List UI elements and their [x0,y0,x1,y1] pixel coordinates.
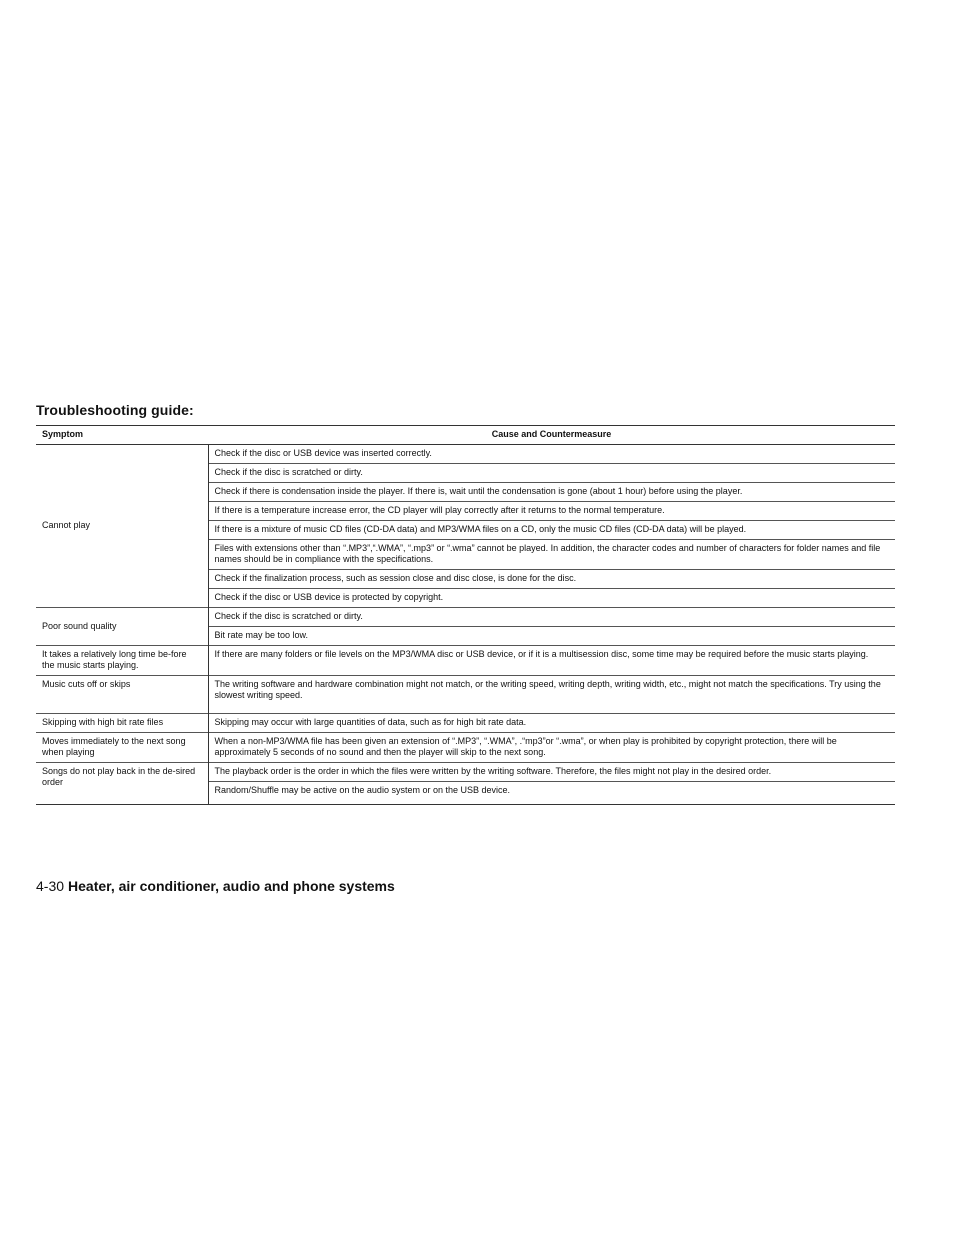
cause-cell: The writing software and hardware combination might not match, or the writing speed, writing depth, writing width, etc., might not match the specifications. Try using the slowest writing speed. [208,676,895,714]
cause-cell: Bit rate may be too low. [208,627,895,646]
cause-cell: Check if the disc is scratched or dirty. [208,464,895,483]
table-row [36,763,895,782]
table-row [36,676,895,714]
table-row [36,445,895,464]
symptom-cell: Skipping with high bit rate files [36,714,208,733]
cause-cell: The playback order is the order in which the files were written by the writing software. Therefore, the files might not play in the desired order. [208,763,895,782]
cause-cell: If there is a mixture of music CD files (CD-DA data) and MP3/WMA files on a CD, only the music CD files (CD-DA data) will be played. [208,521,895,540]
cause-cell: If there are many folders or file levels on the MP3/WMA disc or USB device, or if it is a multisession disc, some time may be required before the music starts playing. [208,646,895,676]
table-header-row [36,426,895,445]
page-footer [36,878,395,894]
cause-cell: Files with extensions other than “.MP3”,“.WMA”, “.mp3” or “.wma” cannot be played. In addition, the character codes and number of characters for folder names and file names should be in compliance with the specifications. [208,540,895,570]
troubleshooting-table [36,425,895,805]
cause-cell: If there is a temperature increase error, the CD player will play correctly after it returns to the normal temperature. [208,502,895,521]
symptom-cell: Songs do not play back in the de-sired order [36,763,208,805]
header-cause: Cause and Countermeasure [208,426,895,445]
cause-cell: When a non-MP3/WMA file has been given an extension of “.MP3”, “.WMA”, .“mp3”or “.wma”, or when play is prohibited by copyright protection, there will be approximately 5 seconds of no sound and then the player will skip to the next song. [208,733,895,763]
symptom-cell: Cannot play [36,445,208,608]
table-row [36,733,895,763]
symptom-cell: Poor sound quality [36,608,208,646]
table-row [36,646,895,676]
cause-cell: Check if the finalization process, such as session close and disc close, is done for the disc. [208,570,895,589]
chapter-title: Heater, air conditioner, audio and phone systems [68,878,395,894]
symptom-cell: Moves immediately to the next song when playing [36,733,208,763]
header-symptom: Symptom [36,426,208,445]
table-row [36,608,895,627]
cause-cell: Random/Shuffle may be active on the audio system or on the USB device. [208,782,895,805]
table-row [36,714,895,733]
symptom-cell: It takes a relatively long time be-fore the music starts playing. [36,646,208,676]
section-title: Troubleshooting guide: [36,402,194,418]
cause-cell: Check if the disc or USB device was inserted correctly. [208,445,895,464]
cause-cell: Skipping may occur with large quantities of data, such as for high bit rate data. [208,714,895,733]
cause-cell: Check if the disc or USB device is protected by copyright. [208,589,895,608]
cause-cell: Check if there is condensation inside the player. If there is, wait until the condensation is gone (about 1 hour) before using the player. [208,483,895,502]
cause-cell: Check if the disc is scratched or dirty. [208,608,895,627]
symptom-cell: Music cuts off or skips [36,676,208,714]
page-number: 4-30 [36,878,65,894]
